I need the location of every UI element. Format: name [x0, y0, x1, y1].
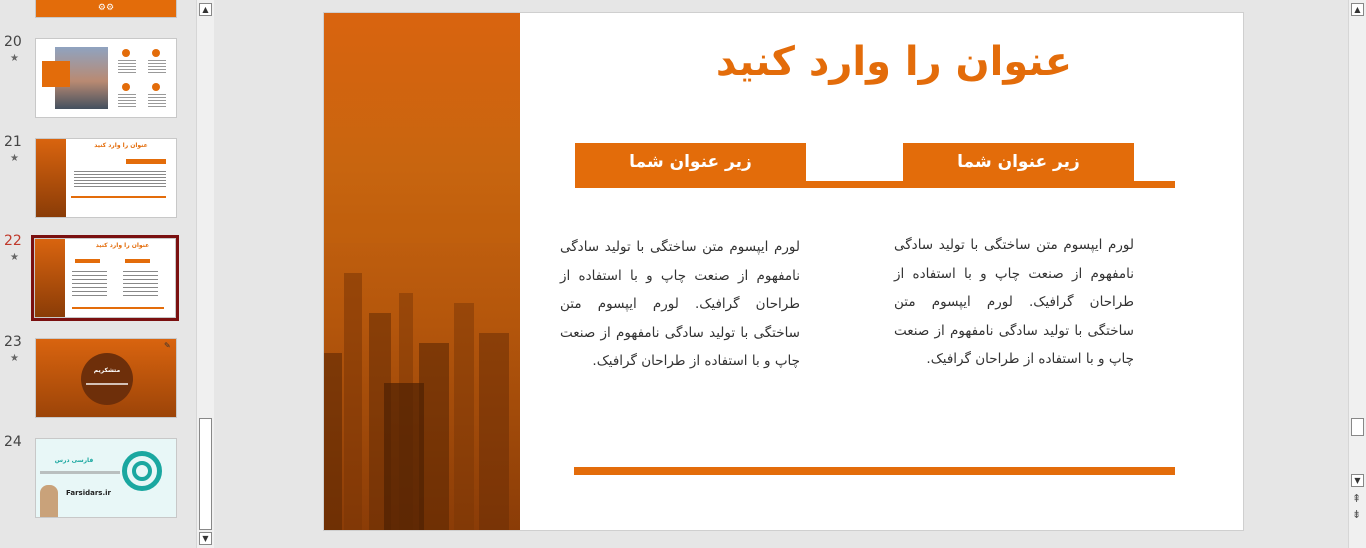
text-lines [74, 171, 166, 189]
orange-box [42, 61, 70, 87]
logo-inner-icon [132, 461, 152, 481]
mini-subtitle-bar [75, 259, 100, 263]
star-icon: ★ [10, 252, 19, 263]
gear-icon: ⚙⚙ [97, 3, 115, 13]
editor-scrollbar[interactable] [1348, 0, 1366, 548]
scroll-thumb[interactable] [199, 418, 212, 530]
city-photo [35, 239, 65, 317]
circle-icon [122, 49, 130, 57]
mini-title: عنوان را وارد کنید [95, 242, 150, 249]
text-lines [118, 60, 136, 74]
star-icon: ★ [10, 153, 19, 164]
text-lines [72, 271, 107, 299]
slide-thumbnail-22[interactable] [34, 238, 176, 318]
subtitle-underline [575, 181, 1175, 188]
slide-number-23: 23 [4, 334, 22, 350]
mini-line [72, 307, 164, 309]
slide-thumbnail-21[interactable] [35, 138, 177, 218]
star-icon: ★ [10, 353, 19, 364]
text-lines [148, 60, 166, 74]
slide-canvas[interactable] [323, 12, 1244, 531]
city-skyline-image [324, 13, 520, 531]
mini-title: عنوان را وارد کنید [94, 142, 148, 149]
scroll-down-button[interactable]: ▼ [1351, 474, 1364, 487]
subtitle-right[interactable]: زیر عنوان شما [903, 143, 1134, 181]
previous-slide-icon[interactable]: ⇞ [1352, 492, 1362, 505]
circle-badge [81, 353, 133, 405]
text-lines [40, 471, 120, 474]
body-text-right[interactable]: لورم ایپسوم متن ساختگی با تولید سادگی نامفهوم از صنعت چاپ و با استفاده از طراحان گرافیک. لورم ایپسوم متن ساختگی با تولید سادگی نامفهوم از صنعت چاپ و با استفاده از طراحان گرافیک. [894, 237, 1134, 367]
circle-icon [152, 83, 160, 91]
slide-thumbnail-24[interactable] [35, 438, 177, 518]
mini-line [71, 196, 166, 198]
mini-subtitle-bar [126, 159, 166, 164]
text-lines [118, 94, 136, 108]
city-photo [36, 139, 66, 217]
bottom-divider [574, 467, 1175, 475]
mini-thanks: متشکریم [93, 367, 121, 374]
slide-thumbnail-23[interactable] [35, 338, 177, 418]
scroll-thumb[interactable] [1351, 418, 1364, 436]
slide-thumbnail-panel [0, 0, 196, 548]
slide-number-24: 24 [4, 434, 22, 450]
scroll-up-button[interactable]: ▲ [199, 3, 212, 16]
city-photo [324, 13, 520, 531]
text-lines [148, 94, 166, 108]
next-slide-icon[interactable]: ⇟ [1352, 508, 1362, 521]
mini-brand: فارسی درس [54, 457, 94, 464]
body-text-left[interactable]: لورم ایپسوم متن ساختگی با تولید سادگی نامفهوم از صنعت چاپ و با استفاده از طراحان گرافیک. لورم ایپسوم متن ساختگی با تولید سادگی نامفهوم از صنعت چاپ و با استفاده از طراحان گرافیک. [560, 239, 800, 369]
slide-thumbnail-19[interactable] [35, 0, 177, 18]
scroll-down-button[interactable]: ▼ [199, 532, 212, 545]
mini-line [86, 383, 128, 385]
slide-title[interactable]: عنوان را وارد کنید [715, 39, 1073, 85]
mini-url: Farsidars.ir [66, 489, 111, 497]
text-lines [123, 271, 158, 299]
slide-number-22: 22 [4, 233, 22, 249]
person-image [40, 485, 58, 517]
pencil-icon: ✎ [164, 341, 171, 350]
slide-thumbnail-20[interactable] [35, 38, 177, 118]
star-icon: ★ [10, 53, 19, 64]
circle-icon [122, 83, 130, 91]
mini-subtitle-bar [125, 259, 150, 263]
scroll-up-button[interactable]: ▲ [1351, 3, 1364, 16]
thumbnail-scrollbar[interactable] [196, 0, 215, 548]
slide-number-20: 20 [4, 34, 22, 50]
slide-number-21: 21 [4, 134, 22, 150]
circle-icon [152, 49, 160, 57]
subtitle-left[interactable]: زیر عنوان شما [575, 143, 806, 181]
